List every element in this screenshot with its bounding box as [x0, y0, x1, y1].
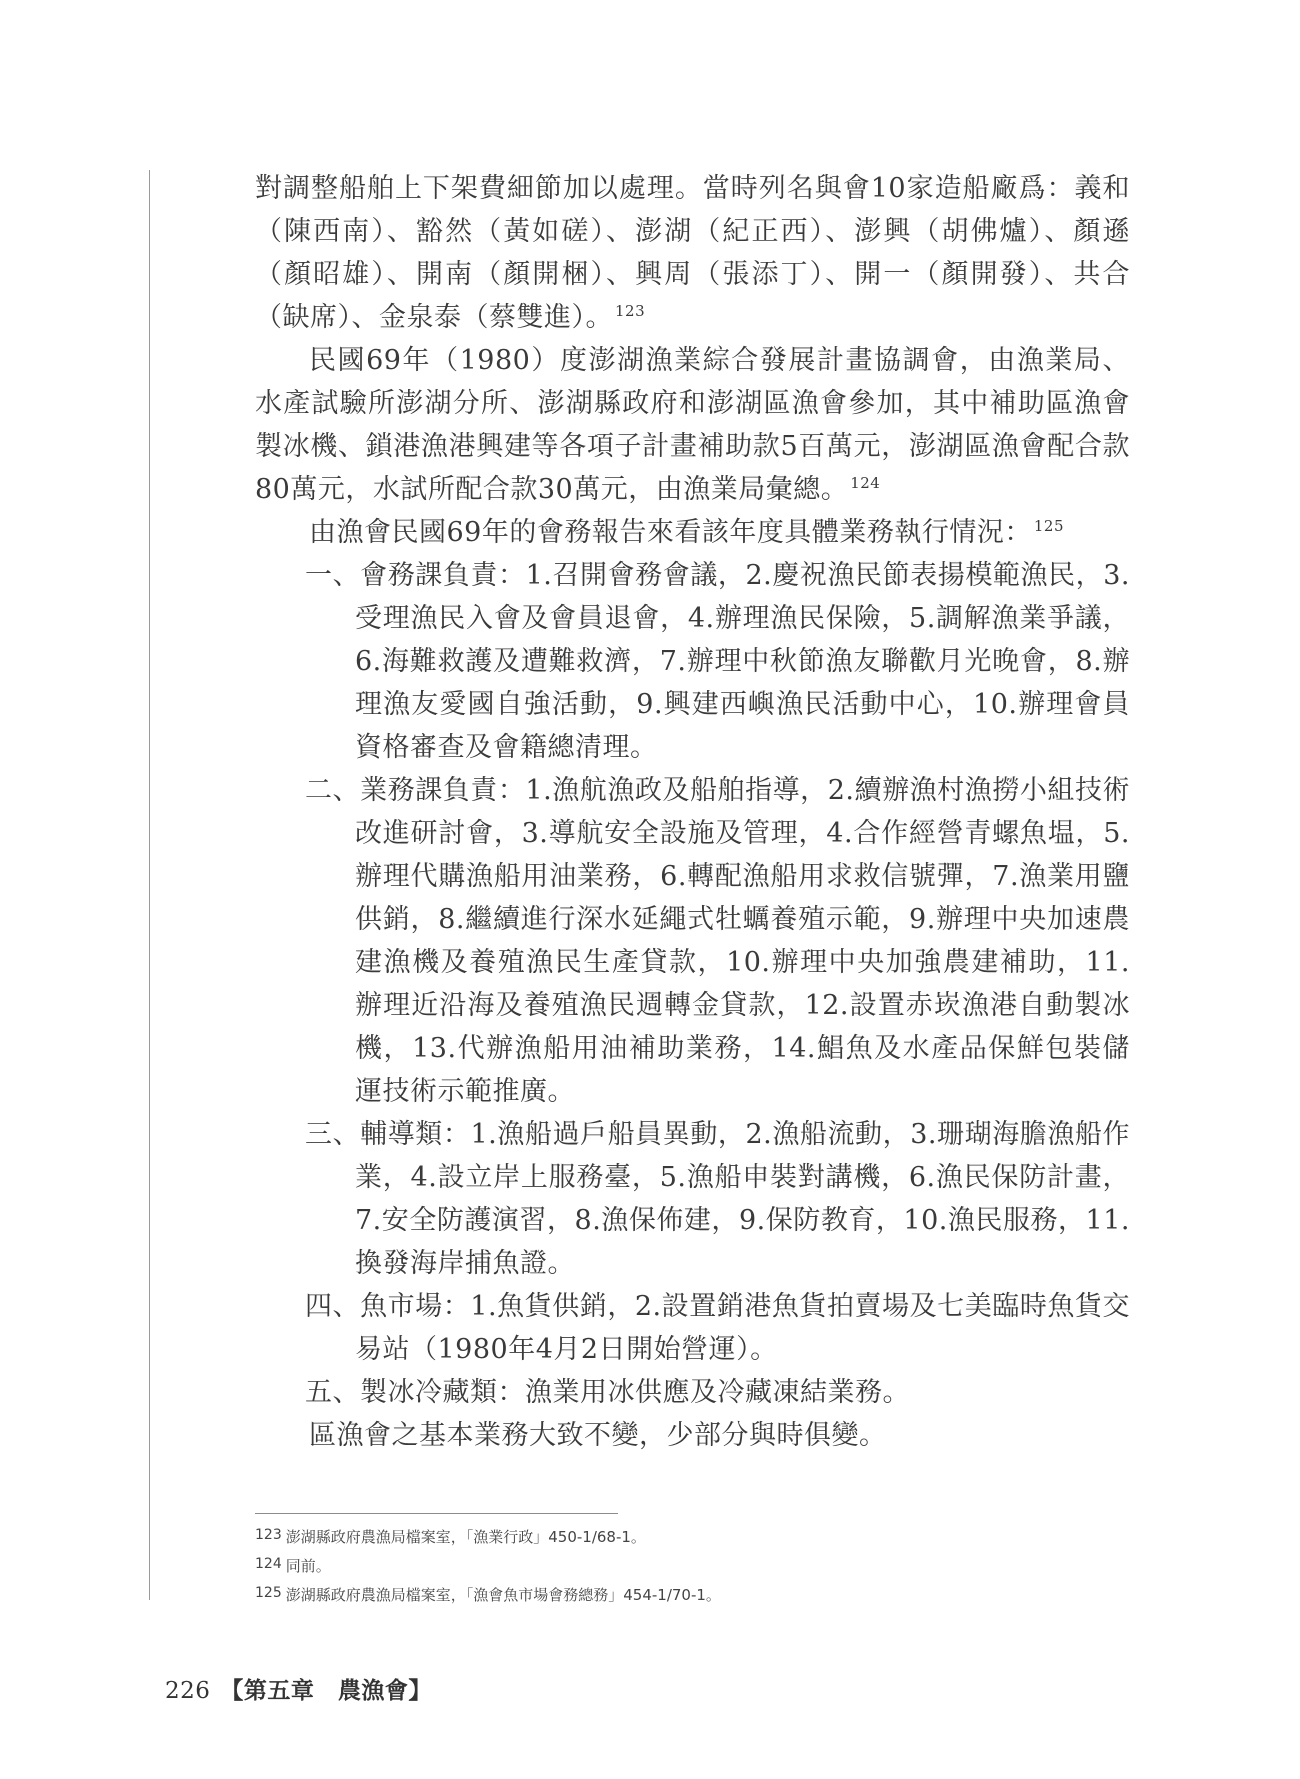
paragraph-1: 對調整船舶上下架費細節加以處理。當時列名與會10家造船廠爲：義和（陳西南）、豁然（黃如磋）、澎湖（紀正西）、澎興（胡佛爐）、顏遜（顏昭雄）、開南（顏開梱）、興周（張添丁）、開一（顏開發）、共合（缺席）、金泉泰（蔡雙進）。 $^{123}$: [255, 173, 1130, 333]
footnotes: [255, 1522, 1130, 1609]
margin-rule: [149, 170, 150, 1600]
footnote-ref-124: 124: [850, 474, 881, 492]
paragraph-3: 由漁會民國69年的會務報告來看該年度具體業務執行情況： $^{125}$: [309, 517, 1064, 548]
footnote: 123 澎湖縣政府農漁局檔案室，「漁業行政」450-1/68-1。: [255, 1527, 646, 1546]
main-text: [255, 167, 1130, 1457]
list-item: 二、業務課負責：1.漁航漁政及船舶指導，2.續辦漁村漁撈小組技術改進研討會，3.導航安全設施及管理，4.合作經營青螺魚塭，5.辦理代購漁船用油業務，6.轉配漁船用求救信號彈，7.漁業用鹽供銷，8.繼續進行深水延繩式牡蠣養殖示範，9.辦理中央加速農建漁機及養殖漁民生產貸款，10.辦理中央加強農建補助，11.辦理近沿海及養殖漁民週轉金貸款，12.設置赤崁漁港自動製冰機，13.代辦漁船用油補助業務，14.鯧魚及水產品保鮮包裝儲運技術示範推廣。: [305, 775, 1130, 1107]
page-number: 226: [165, 1678, 211, 1704]
list-item: 五、製冰冷藏類：漁業用冰供應及冷藏凍結業務。: [305, 1377, 910, 1408]
list-item: 三、輔導類：1.漁船過戶船員異動，2.漁船流動，3.珊瑚海膽漁船作業，4.設立岸上服務臺，5.漁船申裝對講機，6.漁民保防計畫，7.安全防護演習，8.漁保佈建，9.保防教育，10.漁民服務，11.換發海岸捕魚證。: [305, 1119, 1130, 1279]
footnote: 124 同前。: [255, 1556, 331, 1575]
list-item: 四、魚市場：1.魚貨供銷，2.設置銷港魚貨拍賣場及七美臨時魚貨交易站（1980年4月2日開始營運）。: [305, 1291, 1130, 1365]
footnote-ref-123: 123: [615, 302, 646, 320]
footnote: 125 澎湖縣政府農漁局檔案室，「漁會魚市場會務總務」454-1/70-1。: [255, 1585, 721, 1604]
page-footer: [165, 1672, 432, 1705]
paragraph-2: 民國69年（1980）度澎湖漁業綜合發展計畫協調會，由漁業局、水產試驗所澎湖分所、澎湖縣政府和澎湖區漁會參加，其中補助區漁會製冰機、鎖港漁港興建等各項子計畫補助款5百萬元，澎湖區漁會配合款80萬元，水試所配合款30萬元，由漁業局彙總。 $^{124}$: [255, 345, 1130, 505]
list-item: 一、會務課負責：1.召開會務會議，2.慶祝漁民節表揚模範漁民，3.受理漁民入會及會員退會，4.辦理漁民保險，5.調解漁業爭議，6.海難救護及遭難救濟，7.辦理中秋節漁友聯歡月光晚會，8.辦理漁友愛國自強活動，9.興建西嶼漁民活動中心，10.辦理會員資格審查及會籍總清理。: [305, 560, 1130, 763]
footnote-ref-125: 125: [1033, 517, 1064, 535]
closing-paragraph: 區漁會之基本業務大致不變，少部分與時俱變。: [309, 1420, 887, 1451]
footnote-divider: [255, 1513, 618, 1514]
chapter-title: 【第五章 農漁會】: [220, 1677, 432, 1704]
